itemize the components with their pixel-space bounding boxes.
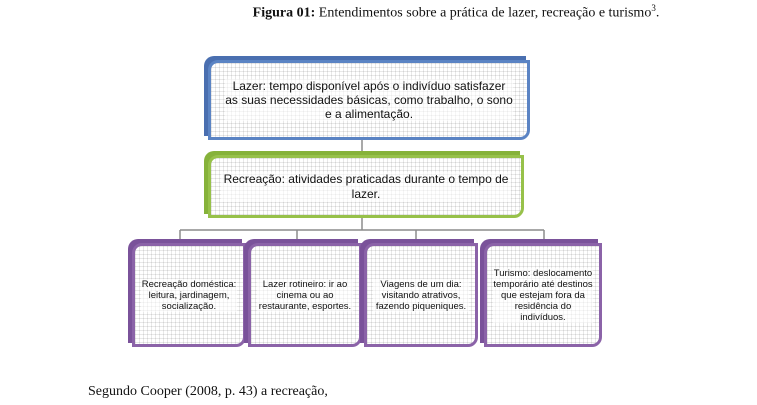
- box-turismo: [484, 243, 602, 347]
- box-recreacao: [208, 155, 524, 218]
- box-lazer-rotineiro: [248, 243, 362, 347]
- figure-label: Figura 01:: [252, 5, 316, 21]
- box-viagens-de-um-dia: [364, 243, 478, 347]
- box-lazer-text: Lazer: tempo disponível após o indivíduo satisfazer as suas necessidades básicas, como trabalho, o sono e a alimentação.: [225, 79, 513, 121]
- box-viagens-de-um-dia-text: Viagens de um dia: visitando atrativos, fazendo piqueniques.: [373, 279, 469, 312]
- box-lazer-rotineiro-text: Lazer rotineiro: ir ao cinema ou ao restaurante, esportes.: [258, 278, 352, 312]
- figure-caption-text: Entendimentos sobre a prática de lazer, recreação e turismo: [315, 5, 652, 21]
- box-recreacao-text: Recreação: atividades praticadas durante o tempo de lazer.: [221, 172, 511, 202]
- box-lazer: [208, 60, 530, 140]
- box-recreacao-domestica: [132, 243, 246, 347]
- figure-caption-end: .: [655, 5, 660, 21]
- footnote-marker: 3: [651, 3, 656, 13]
- body-paragraph: Segundo Cooper (2008, p. 43) a recreação,: [88, 384, 328, 399]
- box-turismo-text: Turismo: deslocamento temporário até destinos que estejam fora da residência do indivíduos.: [493, 267, 593, 323]
- box-recreacao-domestica-text: Recreação doméstica: leitura, jardinagem, socialização.: [141, 278, 237, 312]
